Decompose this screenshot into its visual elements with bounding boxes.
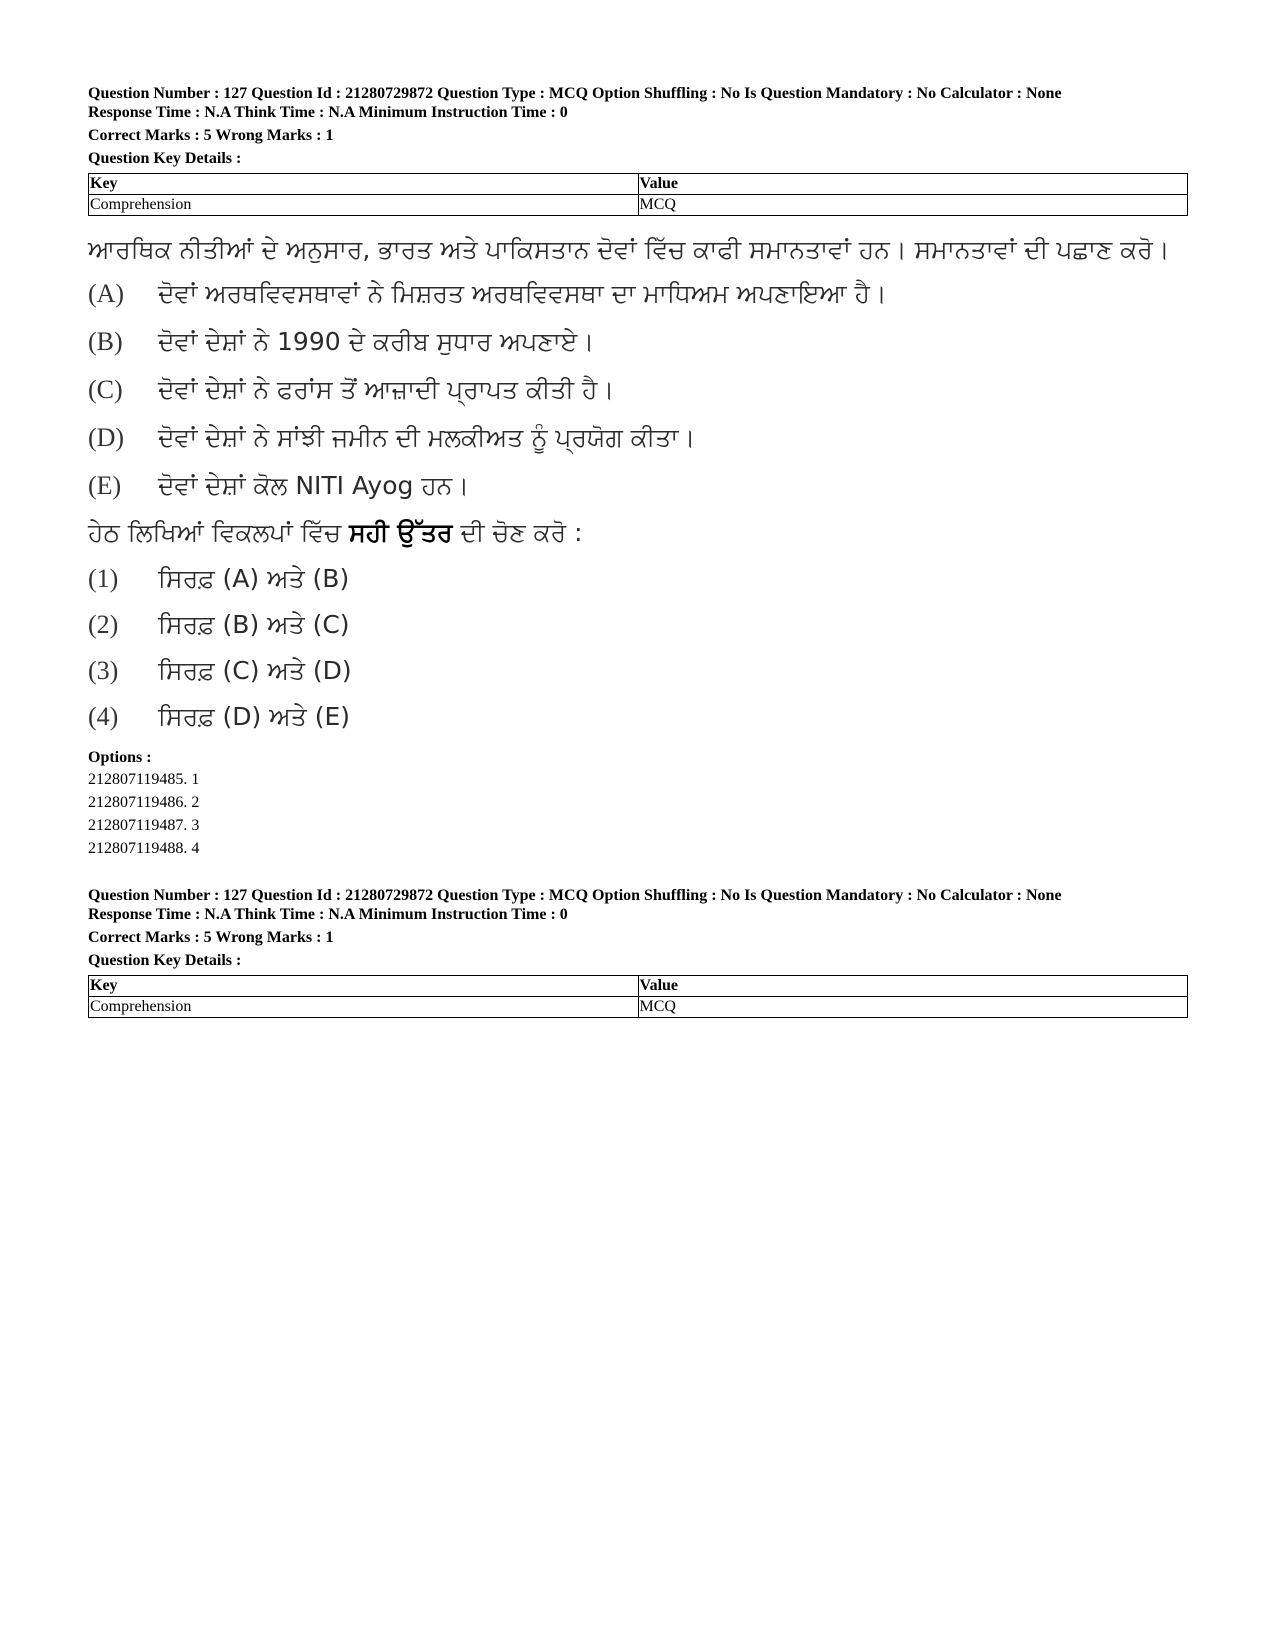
question-marks: Correct Marks : 5 Wrong Marks : 1 (88, 127, 334, 144)
table-cell-key: Comprehension (89, 997, 639, 1018)
instruction (88, 510, 1188, 556)
statement-text: ਦੋਵਾਂ ਦੇਸ਼ਾਂ ਨੇ 1990 ਦੇ ਕਰੀਬ ਸੁਧਾਰ ਅਪਣਾਏ। (158, 327, 595, 356)
choice-label: (3) (88, 656, 119, 685)
statement-a (88, 270, 1188, 318)
option-item: 212807119485. 1 (88, 771, 200, 788)
statement-text: ਦੋਵਾਂ ਅਰਥਵਿਵਸਥਾਵਾਂ ਨੇ ਮਿਸ਼ਰਤ ਅਰਥਵਿਵਸਥਾ ਦਾ ਮਾਧਿਅਮ ਅਪਣਾਇਆ ਹੈ। (158, 279, 887, 308)
statement-label: (E) (88, 471, 122, 500)
question-meta-line-2: Response Time : N.A Think Time : N.A Minimum Instruction Time : 0 (88, 104, 568, 121)
statement-text: ਦੋਵਾਂ ਦੇਸ਼ਾਂ ਨੇ ਸਾਂਝੀ ਜਮੀਨ ਦੀ ਮਲਕੀਅਤ ਨੂੰ ਪ੍ਰਯੋਗ ਕੀਤਾ। (158, 423, 696, 452)
table-cell-key: Comprehension (89, 195, 639, 216)
statement-text: ਦੋਵਾਂ ਦੇਸ਼ਾਂ ਨੇ ਫਰਾਂਸ ਤੋਂ ਆਜ਼ਾਦੀ ਪ੍ਰਾਪਤ ਕੀਤੀ ਹੈ। (158, 375, 615, 404)
instruction-post: ਦੀ ਚੋਣ ਕਰੋ : (452, 518, 583, 547)
choice-3 (88, 648, 1188, 694)
statement-label: (D) (88, 423, 125, 452)
choice-text: ਸਿਰਫ਼ (C) ਅਤੇ (D) (158, 656, 352, 685)
question-meta-line-2: Response Time : N.A Think Time : N.A Minimum Instruction Time : 0 (88, 906, 568, 923)
question-content (88, 230, 1188, 740)
choice-label: (2) (88, 610, 119, 639)
statement-d (88, 414, 1188, 462)
question-key-title: Question Key Details : (88, 150, 242, 167)
statement-b (88, 318, 1188, 366)
choice-text: ਸਿਰਫ਼ (B) ਅਤੇ (C) (158, 610, 350, 639)
table-row (89, 997, 1188, 1018)
table-cell-value: MCQ (638, 195, 1188, 216)
table-header-key: Key (89, 976, 639, 997)
question-meta-line-1: Question Number : 127 Question Id : 21280729872 Question Type : MCQ Option Shuffling : No Is Question Mandatory : No Calculator : None (88, 887, 1062, 904)
statement-label: (B) (88, 327, 123, 356)
choice-1 (88, 556, 1188, 602)
option-item: 212807119488. 4 (88, 840, 200, 857)
option-item: 212807119487. 3 (88, 817, 200, 834)
question-meta-line-1: Question Number : 127 Question Id : 21280729872 Question Type : MCQ Option Shuffling : No Is Question Mandatory : No Calculator : None (88, 85, 1062, 102)
table-header-value: Value (638, 174, 1188, 195)
question-marks: Correct Marks : 5 Wrong Marks : 1 (88, 929, 334, 946)
table-header-value: Value (638, 976, 1188, 997)
statement-e (88, 462, 1188, 510)
table-header-row (89, 174, 1188, 195)
table-row (89, 195, 1188, 216)
statement-c (88, 366, 1188, 414)
choice-text: ਸਿਰਫ਼ (D) ਅਤੇ (E) (158, 702, 351, 731)
question-block-2 (88, 886, 1188, 1018)
statement-label: (A) (88, 279, 125, 308)
choice-label: (4) (88, 702, 119, 731)
question-key-table (88, 173, 1188, 216)
question-text: ਆਰਥਿਕ ਨੀਤੀਆਂ ਦੇ ਅਨੁਸਾਰ, ਭਾਰਤ ਅਤੇ ਪਾਕਿਸਤਾਨ ਦੋਵਾਂ ਵਿੱਚ ਕਾਫੀ ਸਮਾਨਤਾਵਾਂ ਹਨ। ਸਮਾਨਤਾਵਾਂ ਦੀ ਪਛਾਣ ਕਰੋ। (88, 235, 1170, 264)
table-cell-value: MCQ (638, 997, 1188, 1018)
choice-2 (88, 602, 1188, 648)
choice-4 (88, 694, 1188, 740)
statement-text: ਦੋਵਾਂ ਦੇਸ਼ਾਂ ਕੋਲ NITI Ayog ਹਨ। (158, 471, 470, 500)
table-header-row (89, 976, 1188, 997)
question-key-title: Question Key Details : (88, 952, 242, 969)
option-item: 212807119486. 2 (88, 794, 200, 811)
question-key-table (88, 975, 1188, 1018)
table-header-key: Key (89, 174, 639, 195)
instruction-bold: ਸਹੀ ਉੱਤਰ (349, 518, 453, 547)
choice-text: ਸਿਰਫ਼ (A) ਅਤੇ (B) (158, 564, 350, 593)
document-page (88, 84, 1188, 1018)
statement-label: (C) (88, 375, 123, 404)
options-title: Options : (88, 749, 152, 766)
instruction-pre: ਹੇਠ ਲਿਖਿਆਂ ਵਿਕਲਪਾਂ ਵਿੱਚ (88, 518, 350, 547)
choice-label: (1) (88, 564, 119, 593)
